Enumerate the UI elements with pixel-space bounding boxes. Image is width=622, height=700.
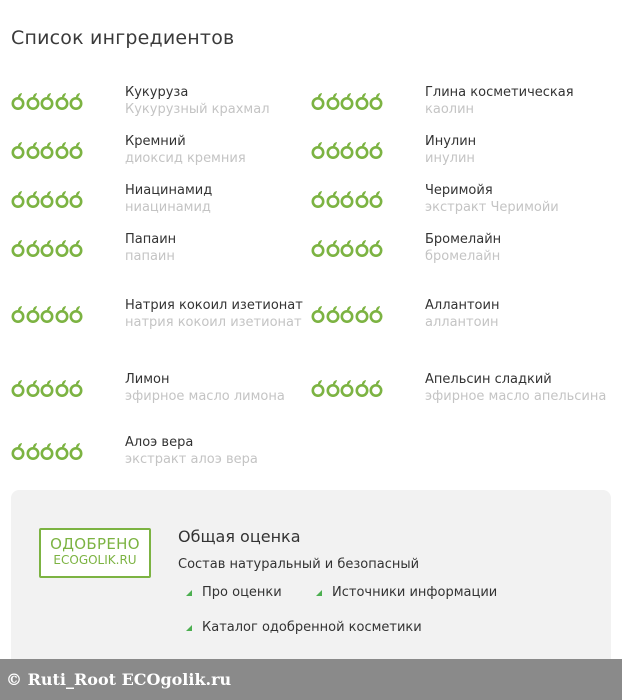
ingredient-inci-name: натрия кокоил изетионат: [125, 314, 302, 330]
leaf-icon: [55, 190, 69, 208]
ingredient-name[interactable]: Черимойя: [425, 182, 493, 198]
ingredient-names: [125, 182, 311, 216]
leaf-icon: [26, 379, 40, 397]
leaf-icon: [40, 442, 54, 460]
rating-leaves: [11, 305, 125, 323]
leaf-icon: [40, 239, 54, 257]
ingredient-names: [425, 84, 611, 118]
ingredient-row[interactable]: [11, 272, 311, 355]
ingredient-name[interactable]: Инулин: [425, 133, 477, 149]
ingredient-inci-name: ниацинамид: [125, 199, 211, 215]
rating-leaves: [311, 92, 425, 110]
link-catalog-label[interactable]: Каталог одобренной косметики: [202, 620, 422, 635]
ingredient-name[interactable]: Апельсин сладкий: [425, 372, 552, 387]
leaf-icon: [355, 190, 369, 208]
leaf-icon: [11, 379, 25, 397]
ingredient-names: [125, 231, 311, 265]
leaf-icon: [40, 190, 54, 208]
leaf-icon: [326, 379, 340, 397]
leaf-icon: [69, 379, 83, 397]
ingredient-name[interactable]: Аллантоин: [425, 297, 500, 313]
rating-leaves: [311, 190, 425, 208]
ingredient-names: [125, 434, 311, 468]
ingredient-row[interactable]: [311, 76, 611, 125]
link-catalog[interactable]: [186, 620, 422, 635]
leaf-icon: [369, 239, 383, 257]
leaf-icon: [11, 141, 25, 159]
ingredient-names: [125, 371, 311, 405]
leaf-icon: [326, 141, 340, 159]
leaf-icon: [340, 92, 354, 110]
ingredient-inci-name: Кукурузный крахмал: [125, 101, 270, 117]
rating-leaves: [11, 190, 125, 208]
ingredient-name[interactable]: Кремний: [125, 133, 186, 149]
leaf-icon: [40, 92, 54, 110]
ingredient-row[interactable]: [11, 223, 311, 272]
ingredient-names: [125, 297, 311, 331]
leaf-icon: [369, 305, 383, 323]
ingredient-row[interactable]: [11, 76, 311, 125]
leaf-icon: [26, 92, 40, 110]
rating-leaves: [11, 442, 125, 460]
ingredient-names: [425, 133, 611, 167]
ingredient-name[interactable]: Глина косметическая: [425, 84, 574, 100]
ingredient-name[interactable]: Алоэ вера: [125, 435, 194, 450]
leaf-icon: [55, 442, 69, 460]
leaf-icon: [311, 239, 325, 257]
rating-leaves: [11, 92, 125, 110]
ingredient-names: [125, 84, 311, 118]
copyright-watermark: © Ruti_Root ECOgolik.ru: [0, 659, 622, 700]
leaf-icon: [26, 141, 40, 159]
ingredient-row[interactable]: [311, 174, 611, 223]
leaf-icon: [355, 239, 369, 257]
leaf-icon: [55, 239, 69, 257]
triangle-bullet-icon: [316, 590, 322, 596]
ingredient-inci-name: инулин: [425, 150, 475, 166]
ingredient-inci-name: папаин: [125, 248, 175, 264]
leaf-icon: [311, 379, 325, 397]
ingredient-names: [425, 371, 611, 405]
ingredient-row[interactable]: [311, 355, 611, 421]
link-sources-label[interactable]: Источники информации: [332, 585, 498, 600]
rating-leaves: [311, 141, 425, 159]
ingredient-inci-name: эфирное масло лимона: [125, 389, 285, 404]
approved-badge: [39, 528, 151, 578]
rating-leaves: [311, 379, 425, 397]
ingredients-right-column: [311, 76, 611, 421]
leaf-icon: [355, 141, 369, 159]
rating-leaves: [11, 379, 125, 397]
ingredient-names: [425, 182, 611, 216]
rating-leaves: [311, 239, 425, 257]
leaf-icon: [55, 379, 69, 397]
ingredient-inci-name: экстракт алоэ вера: [125, 452, 258, 467]
leaf-icon: [355, 379, 369, 397]
ingredient-row[interactable]: [311, 125, 611, 174]
ingredient-row[interactable]: [11, 355, 311, 421]
rating-leaves: [11, 141, 125, 159]
leaf-icon: [340, 379, 354, 397]
badge-line1: ОДОБРЕНО: [50, 535, 140, 553]
leaf-icon: [369, 141, 383, 159]
leaf-icon: [55, 141, 69, 159]
leaf-icon: [69, 305, 83, 323]
ingredient-inci-name: каолин: [425, 101, 475, 117]
ingredient-inci-name: бромелайн: [425, 248, 501, 264]
leaf-icon: [69, 92, 83, 110]
ingredient-name[interactable]: Кукуруза: [125, 84, 189, 100]
summary-title: Общая оценка: [178, 527, 301, 546]
leaf-icon: [69, 141, 83, 159]
page-title: Список ингредиентов: [11, 27, 235, 49]
leaf-icon: [355, 305, 369, 323]
leaf-icon: [369, 379, 383, 397]
leaf-icon: [340, 305, 354, 323]
leaf-icon: [69, 190, 83, 208]
ingredients-left-column: [11, 76, 311, 481]
leaf-icon: [55, 92, 69, 110]
ingredient-names: [425, 297, 611, 331]
leaf-icon: [326, 305, 340, 323]
leaf-icon: [311, 190, 325, 208]
leaf-icon: [26, 190, 40, 208]
ingredient-name[interactable]: Папаин: [125, 231, 177, 247]
leaf-icon: [40, 305, 54, 323]
ingredient-inci-name: диоксид кремния: [125, 150, 246, 166]
leaf-icon: [69, 239, 83, 257]
leaf-icon: [340, 141, 354, 159]
ingredient-names: [125, 133, 311, 167]
leaf-icon: [311, 305, 325, 323]
leaf-icon: [11, 239, 25, 257]
ingredient-name[interactable]: Бромелайн: [425, 231, 502, 247]
leaf-icon: [355, 92, 369, 110]
badge-line2: ECOGOLIK.RU: [53, 553, 137, 567]
leaf-icon: [40, 141, 54, 159]
ingredient-inci-name: аллантоин: [425, 314, 499, 330]
link-about-ratings[interactable]: [186, 585, 282, 600]
leaf-icon: [340, 190, 354, 208]
leaf-icon: [40, 379, 54, 397]
ingredient-name[interactable]: Лимон: [125, 372, 170, 387]
link-about-ratings-label[interactable]: Про оценки: [202, 585, 282, 600]
leaf-icon: [326, 239, 340, 257]
summary-description: Состав натуральный и безопасный: [178, 557, 420, 572]
leaf-icon: [369, 92, 383, 110]
triangle-bullet-icon: [186, 625, 192, 631]
leaf-icon: [326, 190, 340, 208]
leaf-icon: [11, 305, 25, 323]
leaf-icon: [11, 92, 25, 110]
ingredient-inci-name: экстракт Черимойи: [425, 199, 559, 215]
ingredient-name[interactable]: Ниацинамид: [125, 182, 213, 198]
ingredient-row[interactable]: [311, 272, 611, 355]
triangle-bullet-icon: [186, 590, 192, 596]
summary-box: [11, 490, 611, 668]
leaf-icon: [326, 92, 340, 110]
leaf-icon: [340, 239, 354, 257]
leaf-icon: [26, 442, 40, 460]
leaf-icon: [311, 92, 325, 110]
ingredient-row[interactable]: [11, 174, 311, 223]
leaf-icon: [26, 239, 40, 257]
rating-leaves: [311, 305, 425, 323]
leaf-icon: [69, 442, 83, 460]
rating-leaves: [11, 239, 125, 257]
leaf-icon: [11, 442, 25, 460]
ingredient-names: [425, 231, 611, 265]
leaf-icon: [369, 190, 383, 208]
leaf-icon: [311, 141, 325, 159]
link-sources[interactable]: [316, 585, 497, 600]
ingredient-inci-name: эфирное масло апельсина: [425, 389, 607, 404]
ingredient-row[interactable]: [11, 125, 311, 174]
ingredient-row[interactable]: [11, 421, 311, 481]
leaf-icon: [26, 305, 40, 323]
leaf-icon: [11, 190, 25, 208]
ingredient-row[interactable]: [311, 223, 611, 272]
leaf-icon: [55, 305, 69, 323]
ingredient-name[interactable]: Натрия кокоил изетионат: [125, 297, 303, 313]
